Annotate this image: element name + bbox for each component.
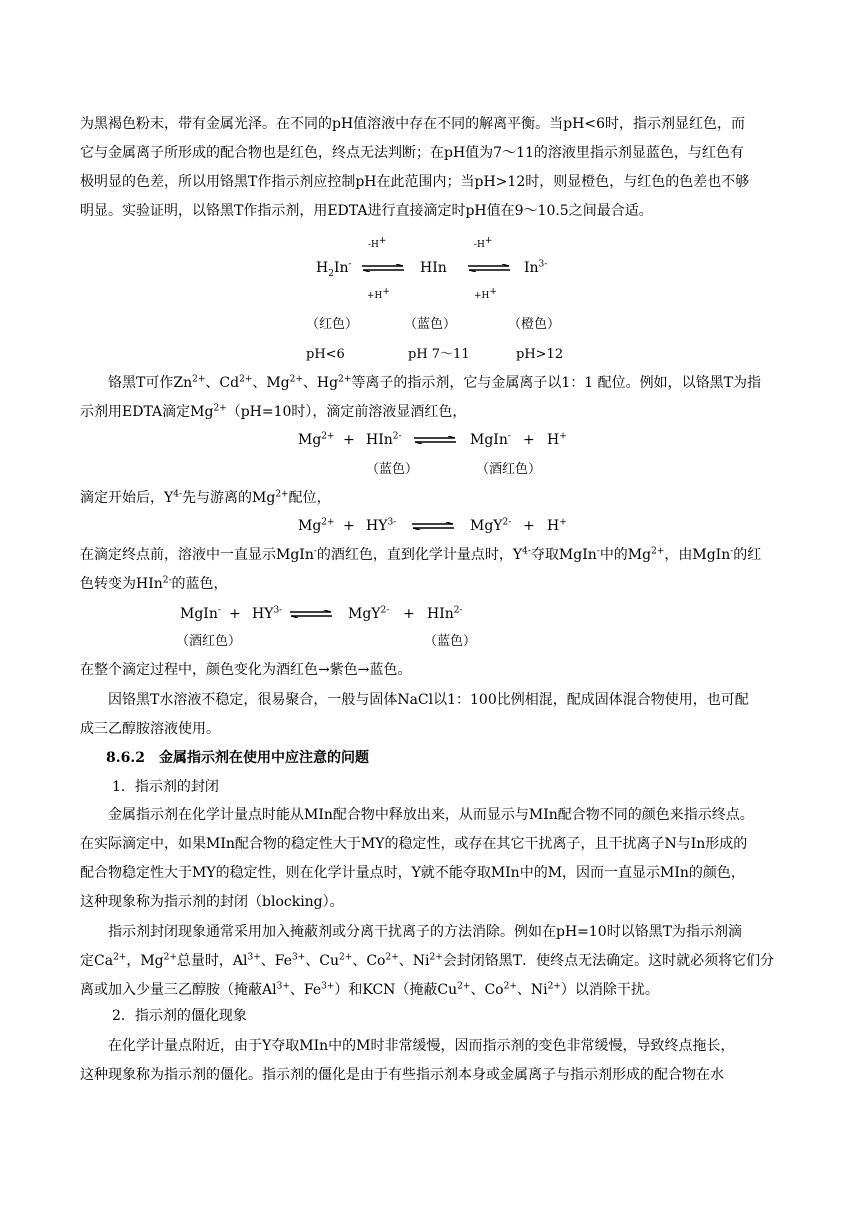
eq3-hy: $HY^{3-}$ bbox=[366, 517, 397, 534]
eq1-color-orange: （橙色） bbox=[508, 317, 561, 332]
eq1-species-hin: HIn bbox=[420, 260, 447, 276]
eq3-plus: + bbox=[523, 518, 535, 534]
eq4-plus: + bbox=[229, 606, 241, 622]
eq4-label-wine-red: （酒红色） bbox=[176, 634, 242, 649]
eq1-color-red: （红色） bbox=[306, 317, 359, 332]
eq2-h: H+ bbox=[547, 431, 567, 448]
text-line: 在整个滴定过程中，颜色变化为酒红色→紫色→蓝色。 bbox=[80, 662, 412, 678]
eq1-color-blue: （蓝色） bbox=[404, 317, 457, 332]
eq3-mgy: MgY$^{2-}$ bbox=[470, 517, 512, 534]
section-heading: 8.6.2 金属指示剂在使用中应注意的问题 bbox=[106, 750, 369, 766]
paragraph-titration-start bbox=[80, 484, 786, 513]
eq4-hy: $HY^{3-}$ bbox=[252, 605, 283, 622]
eq4-mgin: MgIn- bbox=[180, 605, 221, 622]
paragraph-ph-equilibrium bbox=[80, 110, 786, 226]
paragraph-blocking-definition bbox=[80, 801, 786, 917]
eq3-mg: $Mg^{2+}$ bbox=[298, 517, 335, 534]
eq4-mgy: MgY$^{2-}$ bbox=[348, 605, 390, 622]
eq4-hin: HIn$^{2-}$ bbox=[427, 605, 463, 622]
text-line: 明显。实验证明，以铬黑T作指示剂，用EDTA进行直接滴定时pH值在9～10.5之间最合适。 bbox=[80, 203, 653, 219]
text-line: 这种现象称为指示剂的僵化。指示剂的僵化是由于有些指示剂本身或金属离子与指示剂形成的配合物在水 bbox=[80, 1067, 724, 1083]
subheading-blocking: 1．指示剂的封闭 bbox=[112, 779, 219, 795]
eq4-label-blue: （蓝色） bbox=[424, 634, 477, 649]
eq1-top-label-1: -H+ bbox=[368, 236, 387, 250]
eq2-mgin: MgIn- bbox=[470, 431, 511, 448]
paragraph-solution-stability bbox=[80, 686, 786, 744]
paragraph-color-change bbox=[80, 656, 786, 685]
paragraph-indicator-usage bbox=[80, 369, 786, 427]
eq1-ph-range-2: pH 7～11 bbox=[408, 347, 470, 362]
text-line: 因铬黑T水溶液不稳定，很易聚合，一般与固体NaCl以1：100比例相混，配成固体混合物使用，也可配 bbox=[108, 692, 749, 708]
text-line: 指示剂封闭现象通常采用加入掩蔽剂或分离干扰离子的方法消除。例如在pH=10时以铬黑T为指示剂滴 bbox=[108, 924, 743, 940]
text-line: 在滴定终点前，溶液中一直显示MgIn-的酒红色，直到化学计量点时，$Y^{4-}$夺取MgIn-中的$Mg^{2+}$，由MgIn-的红 bbox=[80, 546, 762, 563]
eq2-plus: + bbox=[343, 432, 355, 448]
text-line: 配合物稳定性大于MY的稳定性，则在化学计量点时，Y就不能夺取MIn中的M，因而一直显示MIn的颜色， bbox=[80, 865, 745, 881]
text-line: 示剂用EDTA滴定$Mg^{2+}(pH=10$时），滴定前溶液显酒红色， bbox=[80, 403, 467, 420]
eq1-bottom-label-2: +H+ bbox=[474, 287, 497, 301]
subheading-ossification: 2．指示剂的僵化现象 bbox=[112, 1008, 247, 1024]
paragraph-blocking-removal bbox=[80, 918, 786, 1005]
text-line: 色转变为HIn$^{2-}$的蓝色， bbox=[80, 575, 228, 592]
eq2-mg: $Mg^{2+}$ bbox=[298, 431, 335, 448]
text-line: 离或加入少量三乙醇胺（掩蔽$Al^{3+}$、$Fe^{3+}$）和KCN（掩蔽$Cu^{2+}$、$Co^{2+}$、$Ni^{2+}$）以消除干扰。 bbox=[80, 981, 659, 998]
eq1-bottom-label-1: +H+ bbox=[367, 287, 390, 301]
eq1-species-h2in: $H_2In^-$ bbox=[316, 259, 352, 279]
eq1-ph-range-3: pH>12 bbox=[516, 347, 564, 362]
equilibrium-arrow-icon bbox=[412, 522, 454, 530]
eq2-label-blue: （蓝色） bbox=[366, 462, 419, 477]
paragraph-ossification bbox=[80, 1032, 786, 1090]
equilibrium-arrow-icon bbox=[290, 610, 332, 618]
text-line: 这种现象称为指示剂的封闭（blocking）。 bbox=[80, 894, 344, 910]
eq2-label-wine-red: （酒红色） bbox=[476, 462, 542, 477]
paragraph-endpoint bbox=[80, 541, 786, 599]
text-line: 在实际滴定中，如果MIn配合物的稳定性大于MY的稳定性，或存在其它干扰离子，且干扰离子N与In形成的 bbox=[80, 836, 748, 852]
eq2-hin: HIn$^{2-}$ bbox=[366, 431, 402, 448]
text-line: 它与金属离子所形成的配合物也是红色，终点无法判断；在pH值为7～11的溶液里指示剂显蓝色，与红色有 bbox=[80, 145, 744, 161]
eq3-h: H+ bbox=[547, 517, 567, 534]
eq1-ph-range-1: pH<6 bbox=[306, 347, 345, 362]
text-line: 定$Ca^{2+}$，$Mg^{2+}$总量时，$Al^{3+}$、$Fe^{3+}$、$Cu^{2+}$、$Co^{2+}$、$Ni^{2+}$会封闭铬黑T．使终点无法确定。这时就必须将它们分 bbox=[80, 952, 775, 969]
eq1-top-label-2: -H+ bbox=[474, 236, 493, 250]
text-line: 极明显的色差，所以用铬黑T作指示剂应控制pH在此范围内；当pH>12时，则显橙色，与红色的色差也不够 bbox=[80, 174, 750, 190]
eq3-plus: + bbox=[343, 518, 355, 534]
eq2-plus: + bbox=[523, 432, 535, 448]
equilibrium-arrow-icon bbox=[414, 436, 456, 444]
text-line: 滴定开始后，$Y^{4-}$先与游离的$Mg^{2+}$配位， bbox=[80, 489, 331, 506]
equilibrium-arrow-icon bbox=[362, 264, 404, 272]
eq4-plus: + bbox=[403, 606, 415, 622]
text-line: 成三乙醇胺溶液使用。 bbox=[80, 721, 220, 737]
equilibrium-arrow-icon bbox=[468, 264, 510, 272]
text-line: 在化学计量点附近，由于Y夺取MIn中的M时非常缓慢，因而指示剂的变色非常缓慢，导致终点拖长， bbox=[108, 1038, 735, 1054]
eq1-species-in: $In^{3-}$ bbox=[524, 259, 548, 276]
text-line: 铬黑T可作$Zn^{2+}$、$Cd^{2+}$、$Mg^{2+}$、$Hg^{2+}$等离子的指示剂，它与金属离子以1：1 配位。例如，以铬黑T为指 bbox=[108, 374, 761, 391]
text-line: 为黑褐色粉末，带有金属光泽。在不同的pH值溶液中存在不同的解离平衡。当pH<6时，指示剂显红色，而 bbox=[80, 116, 745, 132]
text-line: 金属指示剂在化学计量点时能从MIn配合物中释放出来，从而显示与MIn配合物不同的颜色来指示终点。 bbox=[108, 807, 754, 823]
